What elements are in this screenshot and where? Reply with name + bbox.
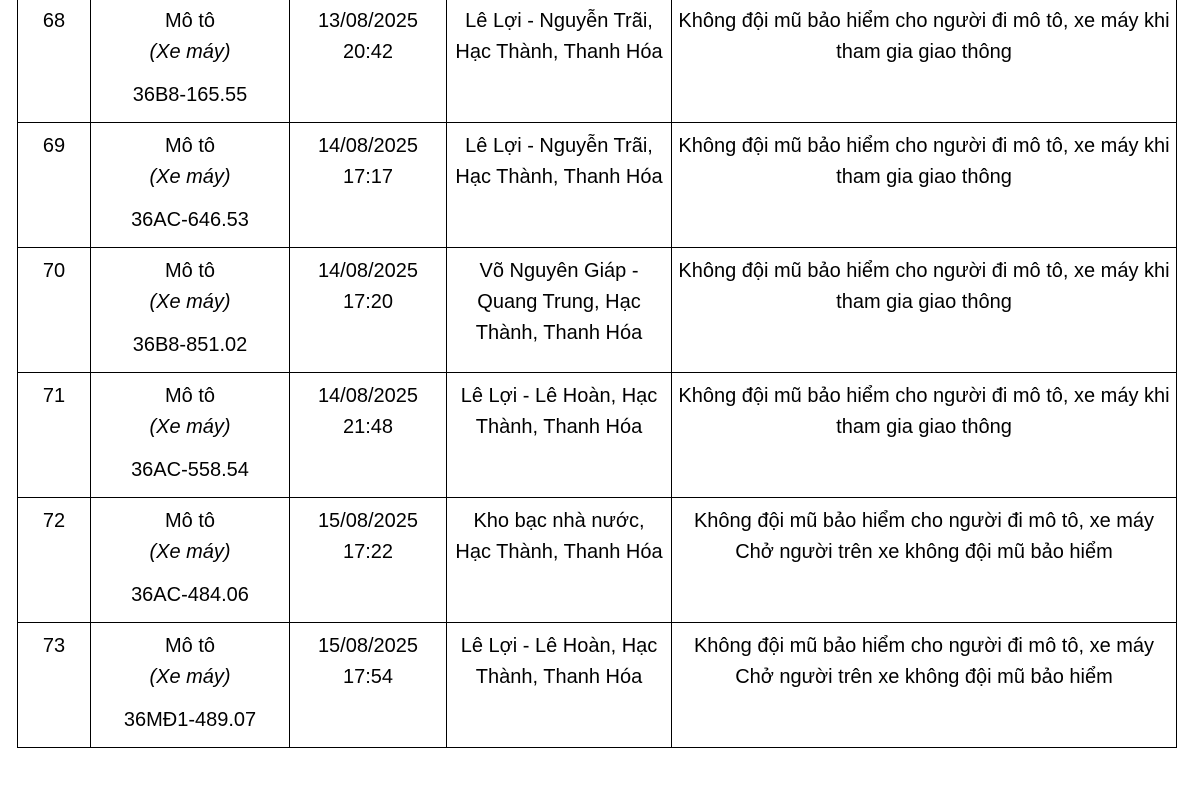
violation-time: 17:54 [342, 666, 394, 688]
vehicle-cell [91, 248, 290, 373]
table-row [18, 373, 1177, 498]
vehicle-type: Mô tô [164, 135, 216, 157]
violation-cell [672, 498, 1177, 623]
vehicle-cell [91, 373, 290, 498]
violation-cell [672, 0, 1177, 123]
table-row [18, 0, 1177, 123]
row-number: 68 [18, 0, 91, 123]
violation-time: 17:17 [342, 166, 394, 188]
row-number: 71 [18, 373, 91, 498]
location-cell [447, 123, 672, 248]
license-plate: 36AC-646.53 [131, 209, 249, 231]
vehicle-subtype: (Xe máy) [149, 416, 231, 438]
location-cell [447, 623, 672, 748]
violation-date: 15/08/2025 [317, 510, 419, 532]
vehicle-subtype: (Xe máy) [149, 166, 231, 188]
vehicle-subtype: (Xe máy) [149, 666, 231, 688]
violation-location: Võ Nguyên Giáp - Quang Trung, Hạc Thành, Thanh Hóa [475, 260, 643, 344]
location-cell [447, 248, 672, 373]
violation-location: Lê Lợi - Lê Hoàn, Hạc Thành, Thanh Hóa [460, 635, 658, 688]
vehicle-type: Mô tô [164, 260, 216, 282]
vehicle-type: Mô tô [164, 635, 216, 657]
violation-date: 14/08/2025 [317, 260, 419, 282]
violation-description: Không đội mũ bảo hiểm cho người đi mô tô, xe máy khi tham gia giao thông [678, 135, 1170, 188]
row-number: 69 [18, 123, 91, 248]
violation-date: 14/08/2025 [317, 135, 419, 157]
vehicle-cell [91, 0, 290, 123]
datetime-cell [290, 123, 447, 248]
violation-location: Lê Lợi - Nguyễn Trãi, Hạc Thành, Thanh Hóa [455, 135, 663, 188]
violation-description: Không đội mũ bảo hiểm cho người đi mô tô, xe máy [693, 510, 1155, 532]
violation-description: Không đội mũ bảo hiểm cho người đi mô tô, xe máy khi tham gia giao thông [678, 10, 1170, 63]
table-row [18, 623, 1177, 748]
violation-location: Lê Lợi - Lê Hoàn, Hạc Thành, Thanh Hóa [460, 385, 658, 438]
license-plate: 36AC-484.06 [131, 584, 249, 606]
violation-description-extra: Chở người trên xe không đội mũ bảo hiểm [735, 666, 1113, 688]
location-cell [447, 0, 672, 123]
vehicle-subtype: (Xe máy) [149, 291, 231, 313]
violation-date: 15/08/2025 [317, 635, 419, 657]
datetime-cell [290, 498, 447, 623]
datetime-cell [290, 0, 447, 123]
violation-description: Không đội mũ bảo hiểm cho người đi mô tô, xe máy khi tham gia giao thông [678, 385, 1170, 438]
violation-time: 20:42 [342, 41, 394, 63]
vehicle-cell [91, 498, 290, 623]
violation-cell [672, 623, 1177, 748]
license-plate: 36B8-851.02 [132, 334, 248, 356]
violation-time: 17:22 [342, 541, 394, 563]
violations-table [17, 0, 1177, 748]
vehicle-type: Mô tô [164, 510, 216, 532]
datetime-cell [290, 373, 447, 498]
vehicle-subtype: (Xe máy) [149, 41, 231, 63]
violation-cell [672, 373, 1177, 498]
violation-description: Không đội mũ bảo hiểm cho người đi mô tô, xe máy [693, 635, 1155, 657]
vehicle-cell [91, 623, 290, 748]
license-plate: 36MĐ1-489.07 [123, 709, 257, 731]
violation-description-extra: Chở người trên xe không đội mũ bảo hiểm [735, 541, 1113, 563]
row-number: 72 [18, 498, 91, 623]
vehicle-cell [91, 123, 290, 248]
violation-location: Kho bạc nhà nước, Hạc Thành, Thanh Hóa [455, 510, 663, 563]
vehicle-type: Mô tô [164, 385, 216, 407]
violation-location: Lê Lợi - Nguyễn Trãi, Hạc Thành, Thanh Hóa [455, 10, 663, 63]
violation-time: 17:20 [342, 291, 394, 313]
violation-cell [672, 123, 1177, 248]
license-plate: 36AC-558.54 [131, 459, 249, 481]
violation-time: 21:48 [342, 416, 394, 438]
datetime-cell [290, 623, 447, 748]
table-row [18, 123, 1177, 248]
vehicle-type: Mô tô [164, 10, 216, 32]
datetime-cell [290, 248, 447, 373]
license-plate: 36B8-165.55 [132, 84, 248, 106]
table-row [18, 498, 1177, 623]
violation-date: 14/08/2025 [317, 385, 419, 407]
location-cell [447, 498, 672, 623]
row-number: 70 [18, 248, 91, 373]
row-number: 73 [18, 623, 91, 748]
vehicle-subtype: (Xe máy) [149, 541, 231, 563]
violation-cell [672, 248, 1177, 373]
violation-description: Không đội mũ bảo hiểm cho người đi mô tô, xe máy khi tham gia giao thông [678, 260, 1170, 313]
location-cell [447, 373, 672, 498]
violation-date: 13/08/2025 [317, 10, 419, 32]
table-row [18, 248, 1177, 373]
